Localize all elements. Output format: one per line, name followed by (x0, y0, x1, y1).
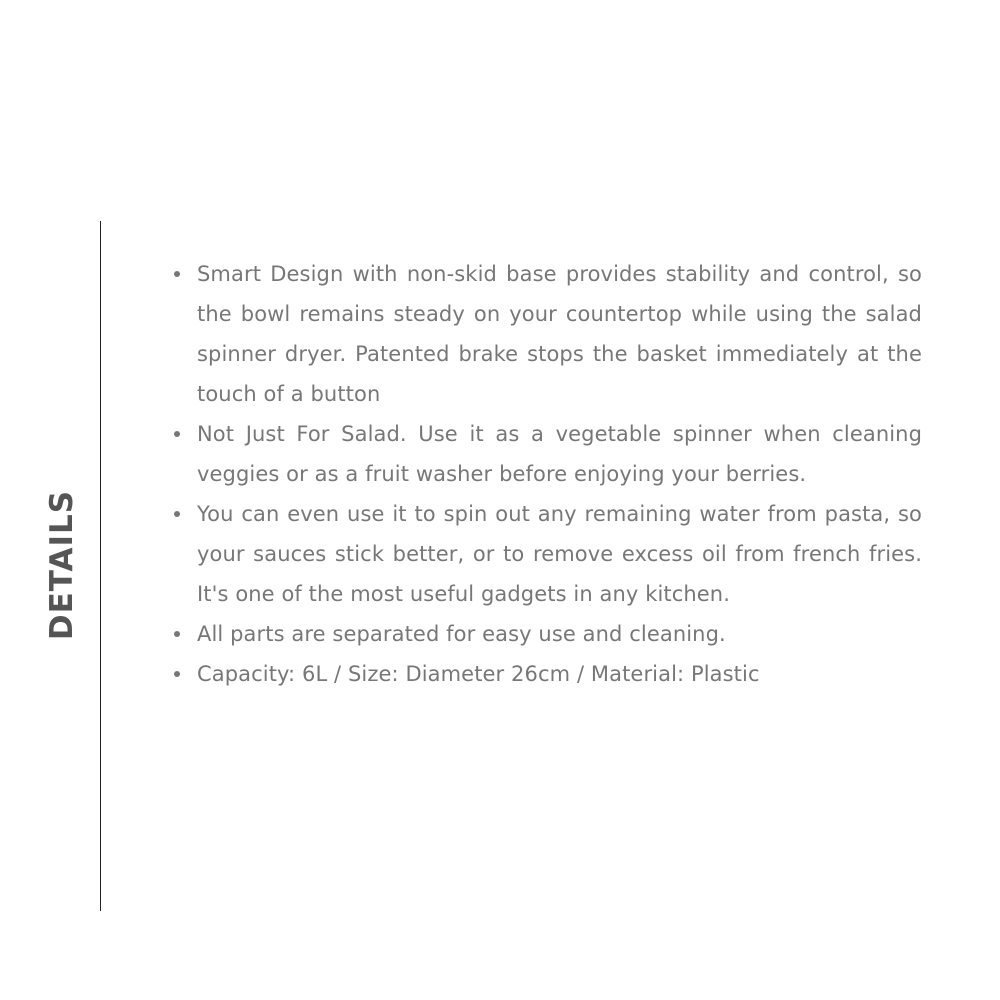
list-item-text: You can even use it to spin out any remaining water from pasta, so your sauces stick better, or to remove excess oil from french fries. It's one of the most useful gadgets in any kitchen. (197, 502, 922, 606)
list-item-text: Not Just For Salad. Use it as a vegetable spinner when cleaning veggies or as a fruit washer before enjoying your berries. (197, 422, 922, 486)
list-item-text: Smart Design with non-skid base provides stability and control, so the bowl remains steady on your countertop while using the salad spinner dryer. Patented brake stops the basket immediately at the touch of a button (197, 262, 922, 406)
list-item (197, 494, 922, 614)
bullet-icon (174, 511, 180, 517)
list-item-text: Capacity: 6L / Size: Diameter 26cm / Material: Plastic (197, 662, 760, 686)
bullet-icon (174, 431, 180, 437)
list-item (197, 254, 922, 414)
vertical-divider (100, 221, 101, 911)
list-item (197, 414, 922, 494)
list-item-text: All parts are separated for easy use and cleaning. (197, 622, 726, 646)
bullet-icon (174, 671, 180, 677)
bullet-icon (174, 271, 180, 277)
list-item (197, 654, 922, 694)
details-list (197, 254, 922, 694)
bullet-icon (174, 631, 180, 637)
list-item (197, 614, 922, 654)
details-heading: DETAILS (44, 489, 80, 641)
